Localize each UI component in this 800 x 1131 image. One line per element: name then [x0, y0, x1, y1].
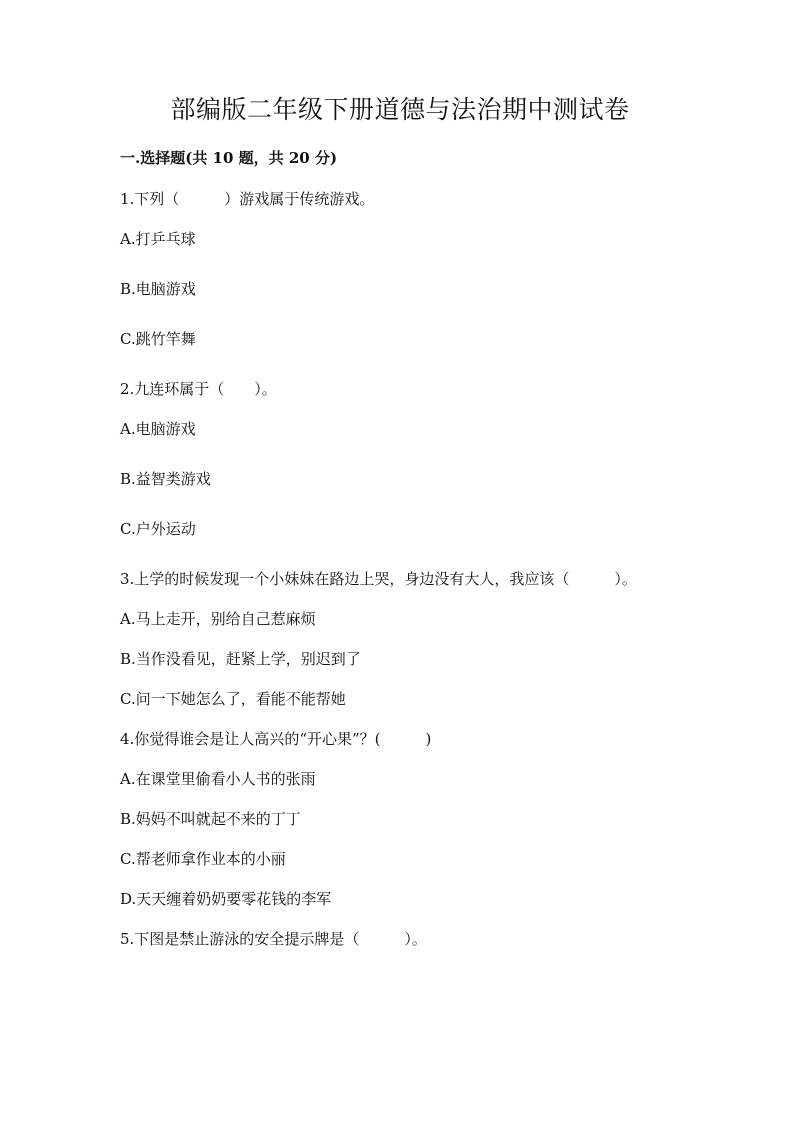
- section-heading: 一.选择题(共 10 题，共 20 分): [120, 149, 338, 167]
- question-4-option-c: C.帮老师拿作业本的小丽: [120, 850, 286, 868]
- question-2-option-c: C.户外运动: [120, 520, 196, 538]
- question-1-option-c: C.跳竹竿舞: [120, 330, 196, 348]
- question-5-stem: 5.下图是禁止游泳的安全提示牌是（ ）。: [120, 930, 427, 948]
- question-2-stem: 2.九连环属于（ ）。: [120, 380, 277, 398]
- question-3-stem: 3.上学的时候发现一个小妹妹在路边上哭，身边没有大人，我应该（ ）。: [120, 570, 637, 588]
- question-2-option-b: B.益智类游戏: [120, 470, 211, 488]
- question-4-stem: 4.你觉得谁会是让人高兴的“开心果”？( ): [120, 730, 432, 748]
- page-title: 部编版二年级下册道德与法治期中测试卷: [170, 95, 630, 124]
- question-2-option-a: A.电脑游戏: [120, 420, 196, 438]
- question-3-option-c: C.问一下她怎么了，看能不能帮她: [120, 690, 346, 708]
- question-3-option-b: B.当作没看见，赶紧上学，别迟到了: [120, 650, 361, 668]
- question-4-option-b: B.妈妈不叫就起不来的丁丁: [120, 810, 301, 828]
- question-1-option-b: B.电脑游戏: [120, 280, 196, 298]
- question-4-option-d: D.天天缠着奶奶要零花钱的李军: [120, 890, 332, 908]
- question-1-option-a: A.打乒乓球: [120, 230, 196, 248]
- question-3-option-a: A.马上走开，别给自己惹麻烦: [120, 610, 316, 628]
- question-4-option-a: A.在课堂里偷看小人书的张雨: [120, 770, 316, 788]
- question-1-stem: 1.下列（ ）游戏属于传统游戏。: [120, 190, 375, 208]
